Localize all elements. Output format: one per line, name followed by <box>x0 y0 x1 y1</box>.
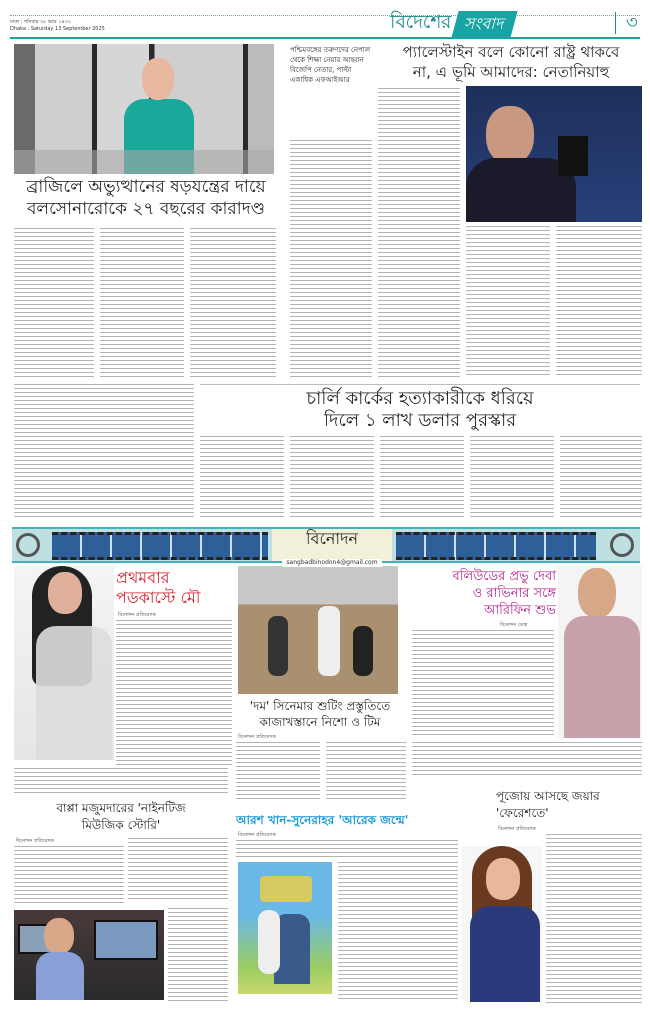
mou-photo <box>14 566 114 760</box>
kirk-body-col2 <box>290 436 374 519</box>
header-rule <box>10 37 640 39</box>
arifin-headline-line1: বলিউডের প্রভু দেবা <box>452 569 556 584</box>
kirk-body-col1 <box>200 436 284 519</box>
kirk-body-col4 <box>470 436 554 519</box>
dom-body-col1 <box>236 742 320 800</box>
dom-headline <box>232 698 408 730</box>
kirk-headline <box>200 388 640 432</box>
netanyahu-headline-line1: প্যালেস্টাইন বলে কোনো রাষ্ট্র থাকবে <box>402 43 620 61</box>
kirk-body-col3 <box>380 436 464 519</box>
bolsonaro-body-col3 <box>190 228 276 380</box>
dom-headline-line2: কাজাখস্তানে নিশো ও টিম <box>259 715 381 729</box>
joya-byline: বিনোদন প্রতিবেদক <box>498 826 536 832</box>
dateline <box>10 19 105 33</box>
arifin-headline-line3: আরিফিন শুভ <box>483 603 556 618</box>
joya-headline-line1: পূজোয় আসছে জয়ার <box>496 789 600 803</box>
binodon-email: sangbadbinodon4@gmail.com <box>282 559 381 567</box>
bolsonaro-photo <box>14 44 274 174</box>
bappa-body-col1 <box>14 846 124 904</box>
dom-shooting-photo <box>238 566 398 694</box>
bappa-photo <box>14 910 164 1000</box>
mou-headline-line2: পডকাস্টে মৌ <box>116 588 201 607</box>
arosh-byline: বিনোদন প্রতিবেদক <box>238 832 276 838</box>
joya-headline <box>462 788 644 822</box>
kirk-headline-line2: দিলে ১ লাখ ডলার পুরস্কার <box>323 410 517 431</box>
netanyahu-body-col2 <box>466 226 550 378</box>
dom-body-col2 <box>326 742 406 800</box>
joya-body <box>546 834 642 1004</box>
bappa-headline-line2: মিউজিক স্টোরি' <box>81 818 161 832</box>
film-reel-icon <box>610 533 634 557</box>
mou-byline: বিনোদন প্রতিবেদক <box>118 612 156 618</box>
divider <box>200 384 640 385</box>
date-english: Dhaka : Saturday 13 September 2025 <box>10 26 105 32</box>
film-reel-icon <box>16 533 40 557</box>
arifin-headline-line2: ও রাভিনার সঙ্গে <box>472 586 556 601</box>
mou-headline <box>116 568 232 608</box>
mou-body <box>116 620 232 766</box>
bolsonaro-headline-line2: বলসোনারোকে ২৭ বছরের কারাদণ্ড <box>26 199 266 219</box>
bappa-headline <box>14 800 228 834</box>
arosh-body-col2 <box>338 862 458 1002</box>
mou-body-bottom <box>14 768 228 796</box>
arifin-body-cont <box>412 742 642 778</box>
arifin-byline: বিনোদন ডেস্ক <box>500 622 528 628</box>
bengal-body <box>290 140 372 380</box>
bolsonaro-body-col2 <box>100 228 184 380</box>
dotted-rule <box>10 15 640 16</box>
dom-headline-line1: 'দম' সিনেমার শুটিং প্রস্তুতিতে <box>249 699 391 713</box>
binodon-title: বিনোদন <box>305 529 359 548</box>
netanyahu-headline-line2: না, এ ভূমি আমাদের: নেতানিয়াহু <box>412 63 610 81</box>
arifin-headline <box>410 568 556 619</box>
kirk-headline-line1: চার্লি কার্কের হত্যাকারীকে ধরিয়ে <box>306 388 534 409</box>
filmstrip-right <box>396 532 596 560</box>
bappa-byline: বিনোদন প্রতিবেদক <box>16 838 54 844</box>
arifin-photo <box>558 566 642 738</box>
binodon-banner <box>12 527 640 566</box>
arifin-body <box>412 630 554 738</box>
section-title-part2: সংবাদ <box>451 11 518 38</box>
bappa-body-col3 <box>168 908 228 1004</box>
arosh-poster <box>238 862 332 994</box>
bengal-headline: পশ্চিমবঙ্গের তরুণদের নেপাল থেকে শিক্ষা নেয়ার আহ্বান বিজেপি নেতার, পাল্টা একাধিক এফআইআর <box>290 46 371 84</box>
page-number: ৩ <box>615 12 638 34</box>
section-masthead <box>390 12 514 36</box>
bappa-body-col2 <box>128 838 228 902</box>
bolsonaro-body-col1 <box>14 228 94 380</box>
bolsonaro-headline <box>10 176 282 220</box>
bolsonaro-headline-line1: ব্রাজিলে অভ্যুত্থানের ষড়যন্ত্রের দায়ে <box>26 177 266 197</box>
bappa-headline-line1: বাপ্পা মজুমদারের 'নাইনটিজ <box>56 801 186 815</box>
date-bengali: ঢাকা : শনিবার ২৮ ভাদ্র ১৪৩২ <box>10 19 72 25</box>
kirk-body-col5 <box>560 436 642 519</box>
dom-byline: বিনোদন প্রতিবেদক <box>238 734 276 740</box>
netanyahu-body-col3 <box>556 226 642 378</box>
page-header <box>0 0 650 40</box>
joya-photo <box>462 846 542 1002</box>
section-title-part1: বিদেশের <box>390 11 451 33</box>
kirk-body-left <box>14 384 194 519</box>
mou-headline-line1: প্রথমবার <box>116 568 170 587</box>
joya-headline-line2: 'ফেরেশতে' <box>496 806 549 820</box>
netanyahu-body-col1 <box>378 88 460 378</box>
netanyahu-photo <box>466 86 642 222</box>
filmstrip-left <box>52 532 268 560</box>
arosh-headline: আরশ খান-সুনেরাহর 'আরেক জন্মে' <box>236 813 409 827</box>
netanyahu-headline <box>378 42 644 82</box>
binodon-logo <box>272 529 392 566</box>
arosh-body <box>236 840 458 858</box>
